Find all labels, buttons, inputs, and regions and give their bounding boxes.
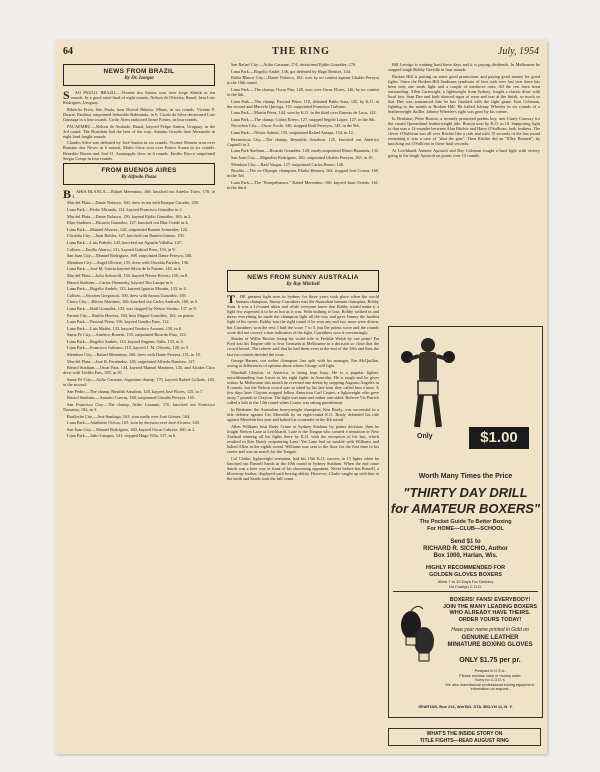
brazil-dropcap: S — [63, 88, 70, 102]
brazil-paragraph: Ribeirão Preto, São Paulo, beat Dorval Ribeiro, Minas, in six rounds. Vicente P. Duarte, Paulista, outpointed Sebastião Ralmundo, in 6. Cicalo da Silva decisioned Luiz Gonzaga in a four rounds. Cicilo Alem outboxed Jaime Fontes, in four rounds. — [63, 106, 215, 122]
gloves-price: ONLY $1.75 per pr. — [459, 657, 521, 664]
buenos-byline: By Alfredo Pozzo — [121, 174, 157, 180]
whats-inside-box — [388, 728, 541, 746]
australia-dropcap: T — [227, 294, 236, 306]
results-paragraph: Bahia Blanca City.—Dante Nolasco, 162, won by no contest against Ubaldo Pereyra in the 10th round. — [227, 75, 379, 86]
australia-news-paragraph: At Leichhardt Annette Apostoli and Ray Coleman fought a hard fight with victory going to the tough Apostoli on points over 12 rounds. — [388, 148, 540, 159]
results-paragraph: Mendoza City.—Raúl Vargas, 127, outpointed Carlos Bruno, 126. — [231, 161, 345, 167]
australia-article — [227, 294, 379, 734]
buenos-paragraph: Bristol Stadium.—Carlos Ostronsky, kayoed Tito Lampe in 6. — [67, 279, 174, 285]
buenos-paragraph: Luna Park.—Francisco Galvano, 115, kayoed J. M. Olivetto, 120, in 3. — [67, 345, 189, 351]
buenos-paragraph: Luna Park.—Luis Peñedo, 145, knocked out Agustín Villalba, 147. — [67, 239, 183, 245]
please-line1: Please enclose cash or money order — [459, 673, 521, 678]
ad-border — [388, 326, 543, 718]
buenos-paragraph: Luna Park.—Luis Maffei, 133, kayoed Teodoro Arcuani, 150, in 8. — [67, 325, 182, 331]
australia-news-paragraph: Broken Hill is putting on some good promotions and paying good money for good fights. Since the Broken Hill Stadiums syndicate of four took over last year there has been only one weak fight and a couple of mediocre ones. All the rest have been outstanding. Allen Cartwright, a lightweight from Sydney, fought a classic draw with local boy, Stan Dee and both showed signs of wear and tear at the finish, so much so that Dee was announced that he has finished with the fight game. Ken Coleman, fighting in the month at Broken Hill. He halted Johnny Wheeler in six rounds of a featherweight thriller. Johnny Wheeler's sight was gone by his corner. — [388, 73, 540, 115]
buenos-article — [63, 186, 215, 439]
fans-line1: BOXERS! FANS! EVERYBODY! — [449, 597, 531, 603]
buenos-paragraph: Luna Park.—Manuel Alvarez, 120, outpointed Ramón Schneider, 122. — [67, 226, 189, 232]
whats-line1: WHAT'S THE INSIDE STORY ON — [426, 731, 503, 737]
results-paragraph: Luna Park.—Néstor Sabino, 155, outpointed Rafael Amaga, 154, in 12. — [231, 130, 354, 136]
australia-paragraph: Marshall Clayton, of America, is being kept busy. He is a popular fighter, notwithstanding four losses in his eight fights in Australia. He is tough and he gives action. In Melbourne this month he reversed one defeat by stopping Augusto Angeles in 8 rounds, but the Nelson crowd was so irked by his late bout they called him a bum. A few days later Clayton stopped fellow American Carl Coates, a lightweight who gave away 7 pounds to Clayton. The fight was tame and rather one-sided. Referee Vic Patrick called a halt in the 12th round when Coates was taking punishment. — [227, 369, 379, 406]
buenos-paragraph: Coliseo.—Sócrates Gregorutti, 100, drew with Santos González, 158. — [67, 292, 187, 298]
australia-paragraph: Allen Williams beat Rudy Crime at Sydney Stadium by points decision, then he fought Nelson Lane at Leichhardt. Lane is the Tongan who created a sensation in New Zealand winning all his fights there by K.O. with the exception of his last, which resulted in Ken Brady outpointing Lane. Yet Lane had no trouble with Williams and halted Allen in the eighth round. Williams was sent to the floor for the first time in his career and was no match for the Tongan. — [227, 423, 379, 455]
australia-title-area — [227, 268, 379, 296]
page-number: 64 — [63, 46, 73, 57]
buenos-paragraph: San Juan City.—Manuel Rodríguez, 160, kayoed Oscar Cabrera, 160, in 2. — [67, 426, 196, 432]
buenos-paragraph: Bariloche City.—José Santiago, 163, won easily over José Gómez, 164. — [67, 413, 191, 419]
postpaid-note: Postpaid in U.S.A. — [474, 669, 506, 673]
please-line2: Sorry no C.O.D.'s — [475, 678, 505, 683]
author-address: Box 1000, Harlan, Wis. — [433, 553, 498, 559]
issue-date: July, 1954 — [497, 46, 539, 57]
buenos-paragraph: Mar del Plata.—Julio Schiavoll, 150, kayoed Néstor Rivetti, 150, in 8. — [67, 272, 189, 278]
gloves-product — [441, 635, 539, 649]
author-name: RICHARD R. SICCHIO, Author — [423, 546, 508, 552]
brazil-article — [63, 90, 215, 161]
recommend-line1: HIGHLY RECOMMENDED FOR — [425, 565, 506, 571]
buenos-title-box — [63, 163, 215, 185]
buenos-paragraph: Mar del Plata.—José R. Fernández, 128, outpointed Alfredo Ramírez, 127. — [67, 358, 196, 364]
buenos-paragraph: Mendoza City.—Angel Olivieri, 135, drew with Osvaldo Paredes, 136. — [67, 259, 190, 265]
pocket-guide-text — [389, 519, 542, 533]
results-paragraph: Nicolás.—The ex-Olympic champion, Eladio Herrera, 162, stopped José Correa, 160, in the 3rd. — [227, 168, 379, 179]
buenos-paragraph: Luna Park.—Rogelio Andrés, 133, kayoed Eugenio Valla, 133, in 3. — [67, 338, 184, 344]
buenos-paragraph: Chaco City.—Héctor Martinez, 160, knocked out Carlos Andrade, 160, in 5. — [67, 299, 198, 305]
brazil-paragraph: AO PAULO, BRAZIL.—Vicente dos Santos won over Jorge Shrink in ten rounds. In a good semi-final of eight rounds, Nelson de Oliveira, Brazil, beat Luiz Rodrigues, Uruguay. — [63, 90, 215, 106]
brazil-paragraph: PACAEMBU.—Nelson de Andrade, Brazil, kayoed Felipe Santos, Uruguay, in the 3rd round. The Brazilian had the best of the way. Antonio Graudo beat Alexandre in eight hard fought rounds. — [63, 123, 215, 139]
genuine-line1: GENUINE LEATHER — [461, 635, 519, 641]
allow-line1: Allow 7 to 10 Days For Delivery — [437, 579, 494, 584]
fans-callout — [441, 597, 539, 623]
ordering-notes — [441, 669, 539, 692]
buenos-paragraph: Mar del Plata.—Dante Nolasco, 160, drew in ten with Enrique Carreño, 250. — [67, 200, 199, 206]
drill-title-line2: for AMATEUR BOXERS" — [390, 501, 541, 516]
genuine-line2: MINIATURE BOXING GLOVES — [447, 642, 533, 648]
results-paragraph: Resistencia City.—The champ, Reynaldo Ansaloni, 125, knocked out Américo Capitelli in 2. — [227, 136, 379, 147]
brazil-title: NEWS FROM BRAZIL — [103, 68, 175, 75]
page-header — [63, 46, 539, 60]
australia-paragraph: Col Clarke, lightweight sensation, had his 15th K.O. success in 15 fights when he knocked out Russell Sands in the 10th round at Sydney Stadium. When the end came Sands was a lone way in front of his showering opponent. Never before has Russell, a blown-up feather, displayed such boxing ability. However, Clarke caught up with him in the tenth and Sands took the full count. — [227, 455, 379, 482]
australia-paragraph: In Brisbane, the Australian heavyweight champion, Ken Brady, was successful in a title defense against Cec Meredith by an eight-round K.O. Brady defended his title against Meredith last year and halted his contender in the 4th round. — [227, 406, 379, 423]
pocket-line2: For HOME—CLUB—SCHOOL — [427, 526, 504, 532]
pocket-line1: The Pocket Guide To Better Boxing — [419, 519, 512, 525]
fans-line2: JOIN THE MANY LEADING BOXERS WHO ALREADY HAVE THEIRS. ORDER YOURS TODAY! — [442, 603, 538, 623]
buenos-title: FROM BUENOS AIRES — [101, 166, 177, 174]
buenos-paragraph: Coliseo.—Emilio Abarco, 131, kayoed Gabriel Pons, 133, in 9. — [67, 246, 176, 252]
please-line3: We also manufacture professional boxing equipment. Information on request. — [445, 682, 535, 692]
australia-paragraph: George Barnes, our welter champion, has split with his manager, Ern McQuillan, owing to differences of opinion about whom George will fight. — [227, 358, 379, 369]
australia-byline: By Ray Mitchell — [286, 282, 320, 287]
australia-news-paragraph: Bill Lavrigo is training hard these days and it is paying dividends. In Melbourne he stopped tough Bobby Greville in four rounds. — [388, 62, 540, 73]
price-badge: $1.00 — [469, 427, 529, 449]
send-label: Send $1 to — [450, 539, 481, 545]
results-paragraph: San Rafael City.—Atilio Caraune, 174, decisioned Ejidio González, 176. — [231, 62, 357, 67]
results-paragraph: Luna Park.—The champ, Cirino Errero, 127, stopped Segido López, 127, in the 8th. — [231, 116, 376, 122]
brazil-title-box — [63, 64, 215, 86]
buenos-paragraph: Santa Fé City.—Atilio Caraune, Argentine champ, 170, kayoed Rafael Collado, 165, in the second. — [63, 376, 215, 388]
boxer-illustration-icon — [393, 331, 463, 431]
results-paragraph: Luna Park.—The "Rompehuesos," Rafael Merentino, 160, kayoed Juan Oviedo, 161, in the third. — [227, 179, 379, 190]
buenos-dropcap: B — [63, 186, 72, 201]
buenos-paragraph: Bristol Stadium.—Oscar Pata, 144, kayoed Manuel Martínez, 145, and Alcides Citro drew with Teófilo Pais, 158, in 10. — [63, 365, 215, 376]
results-paragraph: Luna Park.—Martín Pérez, 144, won by K.O. in the third over Ernesto de Luca, 142. — [231, 110, 377, 116]
australia-paragraph: HE greatest fight seen in Sydney for three years took place when the world bantam champion, Jimmy Carruthers met the Australian bantam champion, Bobby Sinn. It was a 12-round affair and while everyone knew that Bobby would make it a fight few expected it to be as hot as it was. With nothing to lose, Bobby walked in and threw everything he made the champion fight all the way and gave Jimmy the hardest fight of his career. Bobby was the right round if he won any and two more were drawn, but Carruthers won the rest. I had the score 7 to 5, but the points score and the rounds score did not convey a true indication of the fight. Carruthers won it convincingly. — [227, 294, 379, 335]
spartan-address: SPARTAN, Box 214, Wm'BG. STA. BKLYN 11, N. Y. — [418, 704, 513, 709]
buenos-paragraph: Luna Park.—Julio Campos, 141, stopped Hugo Villa, 137, in 6. — [67, 433, 177, 439]
brazil-byline: By Dr. Izorgot — [124, 76, 154, 81]
magazine-page — [55, 40, 547, 754]
buenos-paragraph: Luna Park.—Pascual Pérez, 110, kayoed Gaudio Pazo, 112. — [67, 319, 170, 325]
buenos-paragraph: Bristol Stadium.—Antonio Cuevas, 160, outpointed Claudio Pereyra, 165. — [67, 395, 195, 401]
column-2-top — [227, 62, 379, 284]
delivery-note — [389, 579, 542, 589]
buenos-paragraph: Santa Fé City.—Américo Bonetti, 135, outpointed Ricardo Pino, 133. — [67, 332, 187, 338]
buenos-paragraph: Luna Park.—José M. Garcia kayoed Silvio de la Fuente, 140, in 4. — [67, 266, 182, 272]
only-label: Only — [417, 433, 433, 440]
australia-title: NEWS FROM SUNNY AUSTRALIA — [247, 274, 359, 281]
results-paragraph: Luna Park Stadium.—Ricardo González, 128, easily outpointed Eliseo Haminda, 132. — [231, 148, 379, 154]
boxing-guide-advertisement — [388, 326, 541, 722]
buenos-paragraph: Luna Park.—Raúl Gonzalez, 133, was stopped by Néstor Savino, 137, in 9. — [67, 305, 197, 311]
results-paragraph: Luna Park.—The champ, Oscar Pita, 148, won over Oscar Flores, 146, by no contest in the 6th. — [227, 86, 379, 97]
recommendation — [389, 565, 542, 578]
results-paragraph: Luna Park.—Rogelio André, 136, got defeated by Hugo Benitez, 144. — [231, 68, 352, 74]
buenos-paragraph: Córdoba City.—Juan Robles, 147, knocked out Ramón Gómez, 150. — [67, 233, 185, 239]
buenos-paragraph: Ebro Stadium.—Ricardo González, 127, knocked out Blas Conde in 4. — [67, 220, 189, 226]
australia-news-paragraph: In Brisbane, Peter Boston, a recently promoted prelim boy, met Casey Conway for the vacant Queensland featherweight title. Boston won by K.O. in 10. Supporting fight to that was a 12-rounder between Alan Ritchie and Harry O'Sullivan, both feathers. The clever O'Sullivan was all over Ritchie like a rash and with 15 seconds of the last round remaining it was a case of "shut the gate". Then Ritchie did an "Elley Bennett", by knocking out O'Sullivan in those final seconds. — [388, 115, 540, 147]
buenos-paragraph: San Francisco City.—The champ, Atilio Caraune, 170, knocked out Francisco Nazarino, 182, in 3. — [63, 401, 215, 412]
australia-paragraph: Shades of Willie Ritchie losing his world title to Freddie Welsh by one point! Pat Ford lost his Empire title to Ivor Germain at Melbourne in a decision so close that the crowd booed. The referee said that he had them even at the end of the 15th and then the last two rounds decided the issue. — [227, 336, 379, 357]
ad-divider — [393, 591, 538, 592]
australia-title-box — [227, 270, 379, 292]
buenos-paragraph: Mendoza City.—Rafael Merentino, 160, drew with Dante Pereyra, 151, in 10. — [67, 352, 201, 358]
brazil-paragraph: Claudio Silva was defeated by José Santos in six rounds. Vicente Moneta won over Romano dos Neves in 6 rounds. Mario Lima won over Enrico Souza in six rounds. Benedito Bastos and José O. Assumpção drew in 4 rounds. Emilio Rocco outpointed Sergio Crespi in four rounds. — [63, 140, 215, 161]
boxing-gloves-icon — [397, 603, 437, 673]
buenos-paragraph: Mar del Plata.—Dante Nolasco, 150, kayoed Ejidio González, 165, in 2. — [67, 213, 192, 219]
buenos-paragraph: San Juan City.—Manuel Rodríguez, 168, outpointed Dante Pereyra, 168. — [67, 253, 193, 259]
order-address — [389, 539, 542, 560]
buenos-paragraph: Luna Park.—Adalberto Ochoa, 165, won by decision over José Alvarez, 149. — [67, 420, 200, 426]
buenos-paragraph: AHIA BLANCA.—Rafael Merentino, 160, knocked out Aurelio Travo, 170, in 3. — [72, 188, 215, 199]
results-paragraph: Necochea City.—Oscar Acofe, 140, stopped Raúl Ferreyra, 145, in the 9th. — [231, 123, 360, 129]
drill-title-line1: "THIRTY DAY DRILL — [403, 485, 528, 500]
magazine-title: THE RING — [272, 46, 330, 57]
buenos-paragraph: San Pedro.—The champ, Rinaldo Ansaloni, 120, kayoed José Flores, 125, in 7. — [67, 388, 204, 394]
whats-line2: TITLE FIGHTS—READ AUGUST RING — [420, 738, 509, 744]
column-3-top — [388, 62, 540, 284]
allow-line2: No Foreign C.O.D. — [448, 584, 483, 589]
buenos-paragraph: Paraná City.—Emilio Herrera, 160, beat Miguel González, 163, on points. — [67, 312, 195, 318]
recommend-line2: GOLDEN GLOVES BOXERS — [429, 571, 502, 578]
buenos-paragraph: Luna Park.—Rogelio Andrés, 133, kayoed Ignacio Mosnin, 133, in 4. — [67, 286, 187, 292]
column-1 — [63, 62, 215, 748]
results-paragraph: San Juan City.—Miguelito Rodríguez, 160, outpointed Ubaldo Pereyra, 165, in 10. — [231, 154, 374, 160]
buenos-paragraph: Luna Park.—Pedro Miranda, 132, kayoed Francisco González in 2. — [67, 207, 183, 212]
name-in-gold: Have your name printed in Gold on — [451, 627, 529, 633]
results-paragraph: Luna Park.—The champ, Pascual Pérez, 110, defeated Pablo Sosa, 120, by K.O. in the second and Marcelo Quiroga, 115, outpointed Francisco Galvano. — [227, 98, 379, 109]
worth-line: Worth Many Times the Price — [418, 473, 513, 480]
